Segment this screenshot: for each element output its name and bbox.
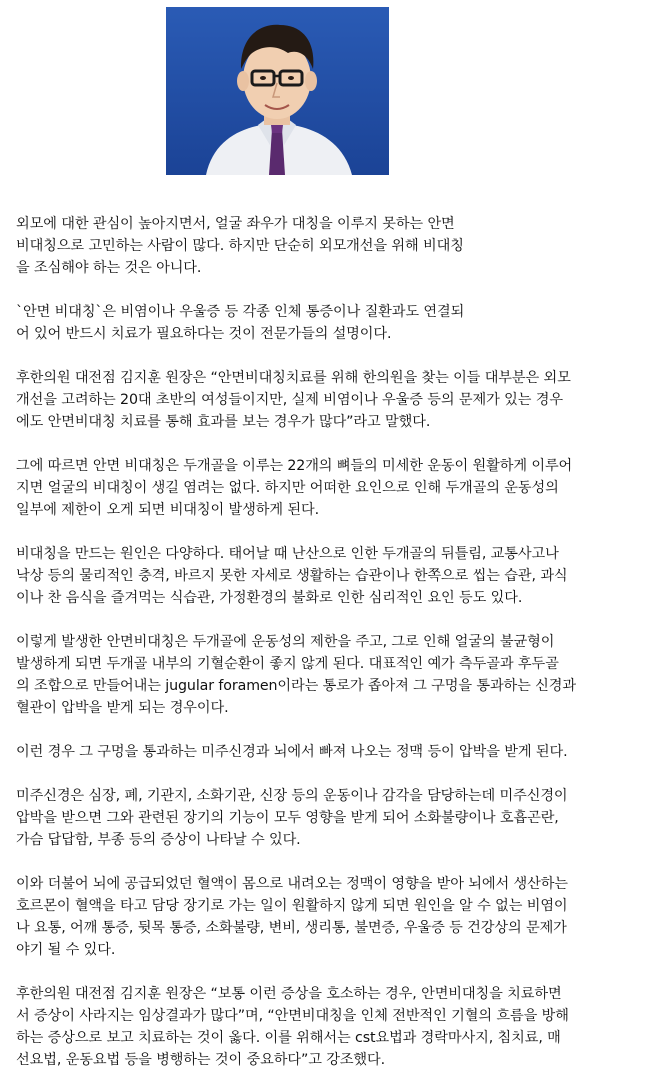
paragraph-line: 발생하게 되면 두개골 내부의 기혈순환이 좋지 않게 된다. 대표적인 예가 측두골과 후두골 bbox=[16, 656, 559, 672]
paragraph-line: 후한의원 대전점 김지훈 원장은 “안면비대칭치료를 위해 한의원을 찾는 이들 대부분은 외모 bbox=[16, 370, 571, 386]
article-paragraph bbox=[16, 367, 666, 433]
paragraph-line: 호르몬이 혈액을 타고 담당 장기로 가는 일이 원활하지 않게 되면 원인을 알 수 없는 비염이 bbox=[16, 898, 568, 914]
paragraph-line: 후한의원 대전점 김지훈 원장은 “보통 이런 증상을 호소하는 경우, 안면비대칭을 치료하면 bbox=[16, 986, 562, 1002]
paragraph-spacer bbox=[16, 609, 666, 631]
doctor-portrait-photo bbox=[166, 7, 389, 175]
paragraph-spacer bbox=[16, 521, 666, 543]
person-portrait-icon bbox=[166, 7, 389, 175]
article-paragraph bbox=[16, 785, 666, 851]
paragraph-spacer bbox=[16, 763, 666, 785]
paragraph-line: 낙상 등의 물리적인 충격, 바르지 못한 자세로 생활하는 습관이나 한쪽으로 씹는 습관, 과식 bbox=[16, 568, 568, 584]
paragraph-spacer bbox=[16, 433, 666, 455]
paragraph-line: 이와 더불어 뇌에 공급되었던 혈액이 몸으로 내려오는 정맥이 영향을 받아 뇌에서 생산하는 bbox=[16, 876, 568, 892]
paragraph-spacer bbox=[16, 279, 666, 301]
paragraph-spacer bbox=[16, 961, 666, 983]
paragraph-line: 가슴 답답함, 부종 등의 증상이 나타날 수 있다. bbox=[16, 832, 301, 848]
paragraph-line: 외모에 대한 관심이 높아지면서, 얼굴 좌우가 대칭을 이루지 못하는 안면 bbox=[16, 216, 455, 232]
paragraph-spacer bbox=[16, 719, 666, 741]
paragraph-line: 나 요통, 어깨 통증, 뒷목 통증, 소화불량, 변비, 생리통, 불면증, 우울증 등 건강상의 문제가 bbox=[16, 920, 567, 936]
paragraph-line: 비대칭을 만드는 원인은 다양하다. 태어날 때 난산으로 인한 두개골의 뒤틀림, 교통사고나 bbox=[16, 546, 559, 562]
article-body bbox=[16, 213, 666, 1071]
article-paragraph bbox=[16, 213, 666, 279]
paragraph-line: 압박을 받으면 그와 관련된 장기의 기능이 모두 영향을 받게 되어 소화불량이나 호흡곤란, bbox=[16, 810, 559, 826]
paragraph-line: 이나 찬 음식을 즐겨먹는 식습관, 가정환경의 불화로 인한 심리적인 요인 등도 있다. bbox=[16, 590, 523, 606]
article-paragraph bbox=[16, 543, 666, 609]
paragraph-line: 선요법, 운동요법 등을 병행하는 것이 중요하다”고 강조했다. bbox=[16, 1052, 386, 1068]
paragraph-line: 혈관이 압박을 받게 되는 경우이다. bbox=[16, 700, 229, 716]
article-paragraph bbox=[16, 983, 666, 1071]
paragraph-line: 일부에 제한이 오게 되면 비대칭이 발생하게 된다. bbox=[16, 502, 319, 518]
article-paragraph bbox=[16, 741, 666, 763]
article-paragraph bbox=[16, 301, 666, 345]
paragraph-line: 어 있어 반드시 치료가 필요하다는 것이 전문가들의 설명이다. bbox=[16, 326, 392, 342]
paragraph-line: 서 증상이 사라지는 임상결과가 많다”며, “안면비대칭을 인체 전반적인 기혈의 흐름을 방해 bbox=[16, 1008, 569, 1024]
article-paragraph bbox=[16, 455, 666, 521]
paragraph-line: `안면 비대칭`은 비염이나 우울증 등 각종 인체 통증이나 질환과도 연결되 bbox=[16, 304, 465, 320]
article-paragraph bbox=[16, 873, 666, 961]
paragraph-line: 개선을 고려하는 20대 초반의 여성들이지만, 실제 비염이나 우울증 등의 문제가 있는 경우 bbox=[16, 392, 563, 408]
paragraph-line: 비대칭으로 고민하는 사람이 많다. 하지만 단순히 외모개선을 위해 비대칭 bbox=[16, 238, 464, 254]
article-paragraph bbox=[16, 631, 666, 719]
paragraph-spacer bbox=[16, 345, 666, 367]
paragraph-line: 의 조합으로 만들어내는 jugular foramen이라는 통로가 좁아져 그 구멍을 통과하는 신경과 bbox=[16, 678, 576, 694]
paragraph-line: 에도 안면비대칭 치료를 통해 효과를 보는 경우가 많다”라고 말했다. bbox=[16, 414, 431, 430]
paragraph-line: 야기 될 수 있다. bbox=[16, 942, 116, 958]
paragraph-line: 하는 증상으로 보고 치료하는 것이 옳다. 이를 위해서는 cst요법과 경락마사지, 침치료, 매 bbox=[16, 1030, 561, 1046]
paragraph-line: 미주신경은 심장, 폐, 기관지, 소화기관, 신장 등의 운동이나 감각을 담당하는데 미주신경이 bbox=[16, 788, 568, 804]
paragraph-line: 이런 경우 그 구멍을 통과하는 미주신경과 뇌에서 빠져 나오는 정맥 등이 압박을 받게 된다. bbox=[16, 744, 568, 760]
paragraph-spacer bbox=[16, 851, 666, 873]
paragraph-line: 그에 따르면 안면 비대칭은 두개골을 이루는 22개의 뼈들의 미세한 운동이 원활하게 이루어 bbox=[16, 458, 573, 474]
paragraph-line: 이렇게 발생한 안면비대칭은 두개골에 운동성의 제한을 주고, 그로 인해 얼굴의 불균형이 bbox=[16, 634, 555, 650]
paragraph-line: 지면 얼굴의 비대칭이 생길 염려는 없다. 하지만 어떠한 요인으로 인해 두개골의 운동성의 bbox=[16, 480, 559, 496]
paragraph-line: 을 조심해야 하는 것은 아니다. bbox=[16, 260, 202, 276]
